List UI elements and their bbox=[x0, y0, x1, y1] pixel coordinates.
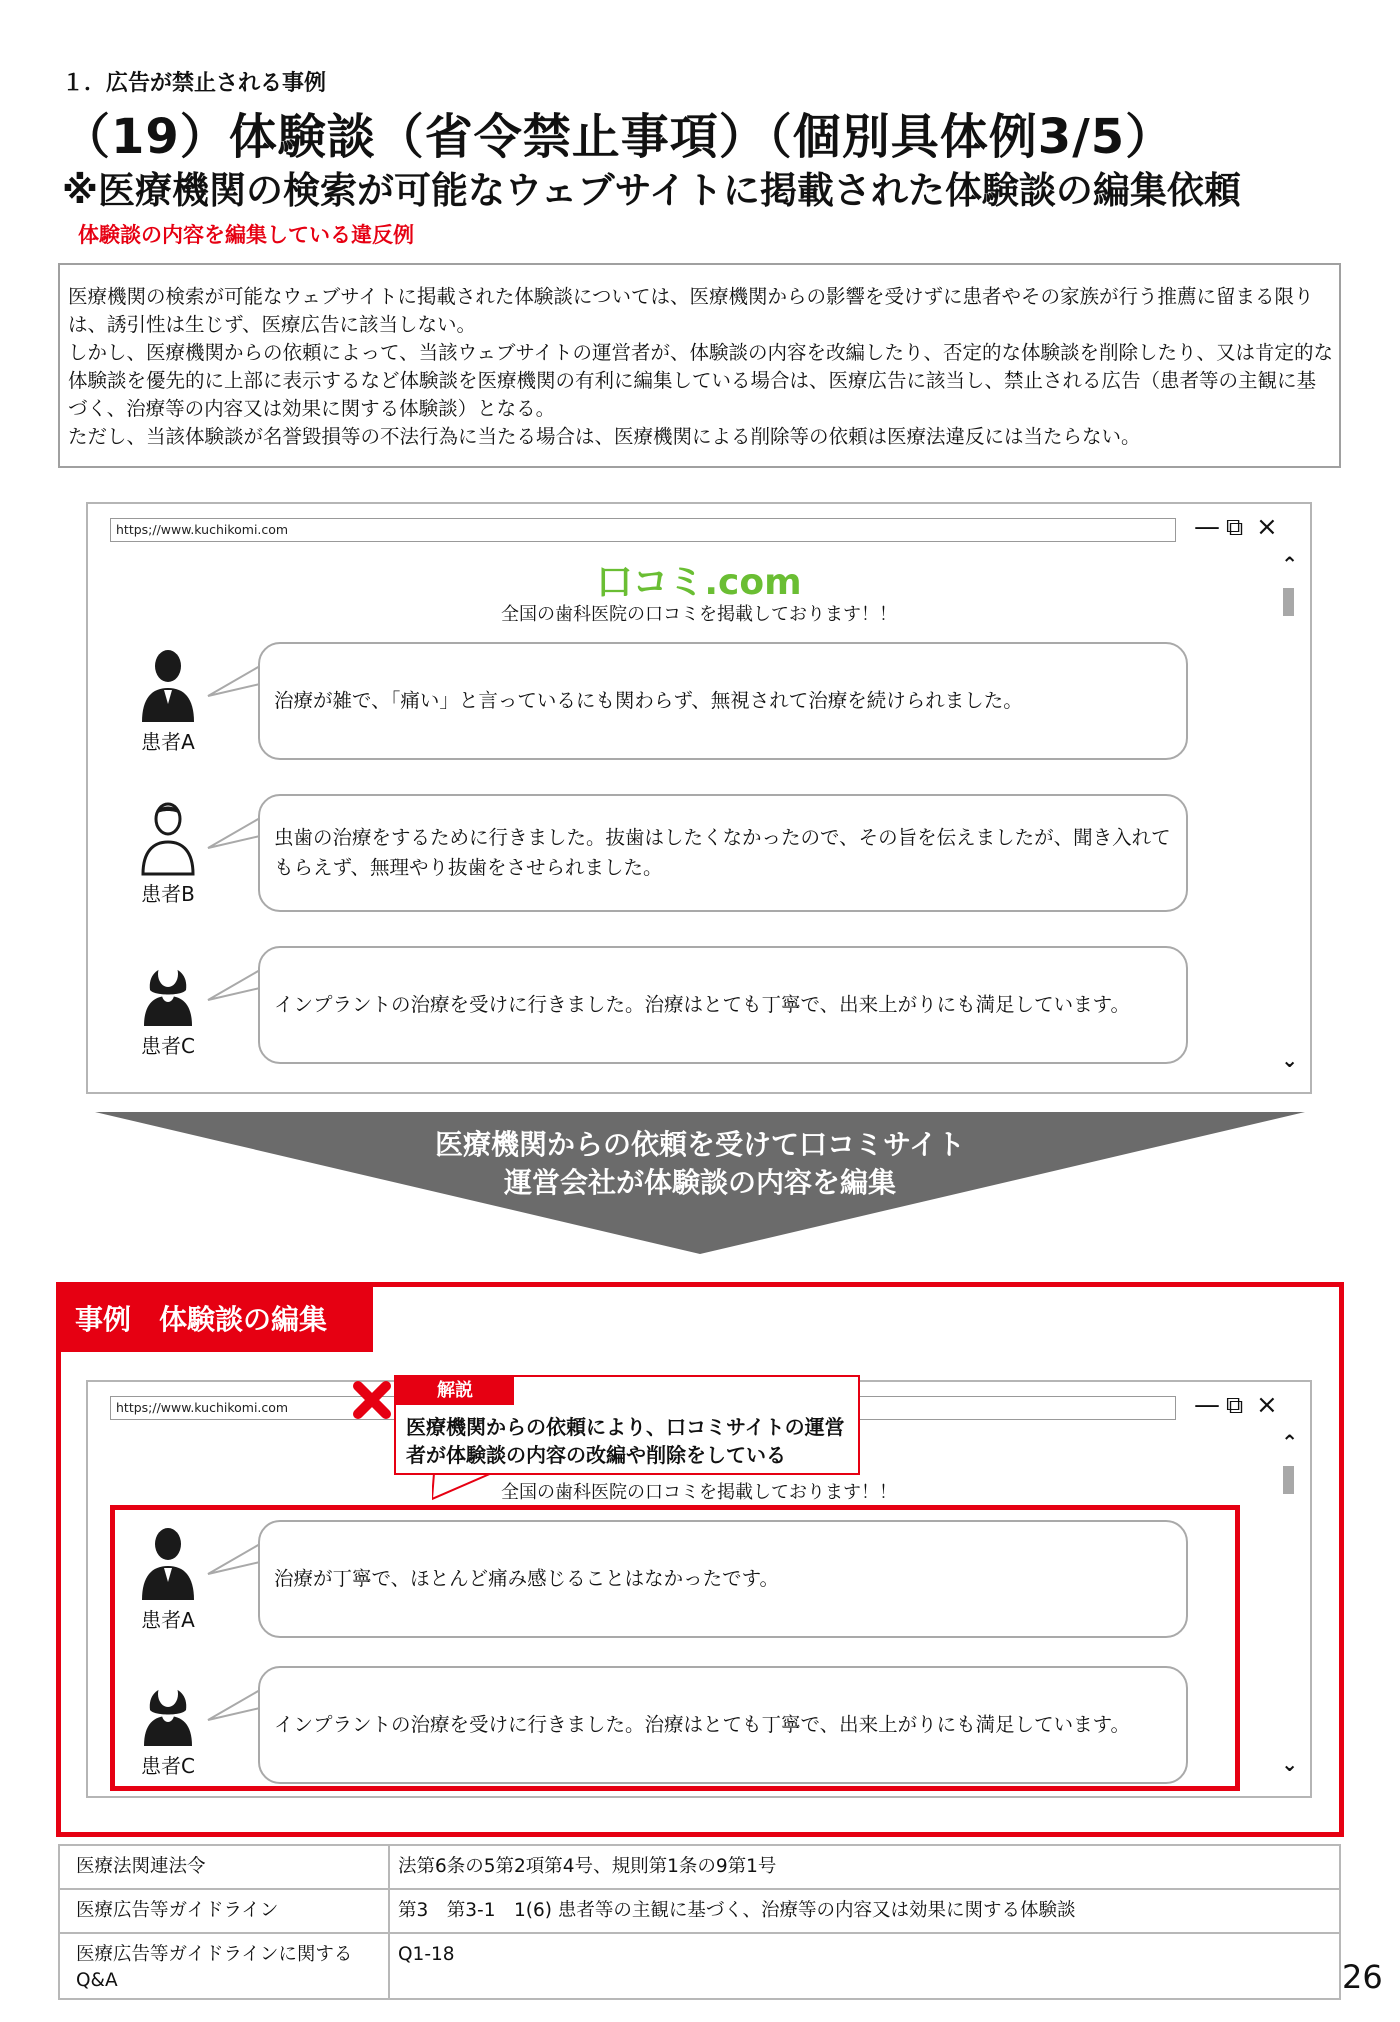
callout-text: 医療機関からの依頼により、口コミサイトの運営者が体験談の内容の改編や削除をしている bbox=[406, 1415, 845, 1467]
female-avatar-icon bbox=[138, 950, 198, 1028]
explanation-box bbox=[58, 263, 1341, 468]
scroll-up-icon[interactable]: ⌃ bbox=[1281, 1430, 1298, 1454]
table-header-cell: 医療法関連法令 bbox=[59, 1845, 389, 1889]
review-item bbox=[88, 946, 1310, 1066]
callout-pointer bbox=[432, 1473, 502, 1501]
minimize-icon[interactable]: — bbox=[1194, 1390, 1220, 1420]
patient-name: 患者B bbox=[141, 882, 195, 906]
scroll-up-icon[interactable]: ⌃ bbox=[1281, 552, 1298, 576]
explanation-paragraph: しかし、医療機関からの依頼によって、当該ウェブサイトの運営者が、体験談の内容を改編したり、否定的な体験談を削除したり、又は肯定的な体験談を優先的に上部に表示するなど体験談を医療機関の有利に編集している場合は、医療広告に該当し、禁止される広告（患者等の主観に基づく、治療等の内容又は効果に関する体験談）となる。 bbox=[68, 341, 1333, 420]
review-bubble: 治療が雑で、「痛い」と言っているにも関わらず、無視されて治療を続けられました。 bbox=[258, 642, 1188, 760]
site-logo: 口コミ.com bbox=[596, 562, 802, 603]
law-reference-table bbox=[58, 1844, 1341, 2000]
table-cell: 法第6条の5第2項第4号、規則第1条の9第1号 bbox=[389, 1845, 1340, 1889]
explanation-callout bbox=[394, 1375, 860, 1475]
minimize-icon[interactable]: — bbox=[1194, 512, 1220, 542]
patient-name: 患者A bbox=[141, 1608, 195, 1632]
arrow-text-line1: 医療機関からの依頼を受けて口コミサイト bbox=[434, 1128, 966, 1161]
restore-icon[interactable]: ⧉ bbox=[1226, 513, 1244, 541]
restore-icon[interactable]: ⧉ bbox=[1226, 1391, 1244, 1419]
page-number: 26 bbox=[1342, 1958, 1383, 1996]
edited-reviews-highlight bbox=[110, 1505, 1240, 1791]
url-bar[interactable]: https;//www.kuchikomi.com bbox=[110, 518, 1176, 542]
close-icon[interactable]: × bbox=[1256, 512, 1278, 542]
page-subtitle: ※医療機関の検索が可能なウェブサイトに掲載された体験談の編集依頼 bbox=[62, 169, 1241, 212]
review-item bbox=[88, 794, 1310, 914]
explanation-paragraph: 医療機関の検索が可能なウェブサイトに掲載された体験談については、医療機関からの影響を受けずに患者やその家族が行う推薦に留まる限りは、誘引性は生じず、医療広告に該当しない。 bbox=[68, 285, 1314, 336]
patient-name: 患者C bbox=[141, 1754, 195, 1778]
table-row bbox=[59, 1889, 1340, 1933]
x-mark-icon bbox=[350, 1378, 394, 1422]
review-bubble: 治療が丁寧で、ほとんど痛み感じることはなかったです。 bbox=[258, 1520, 1188, 1638]
scroll-down-icon[interactable]: ⌄ bbox=[1281, 1752, 1298, 1776]
review-bubble: 虫歯の治療をするために行きました。抜歯はしたくなかったので、その旨を伝えましたが、聞き入れてもらえず、無理やり抜歯をさせられました。 bbox=[258, 794, 1188, 912]
table-row bbox=[59, 1933, 1340, 1999]
violation-label: 体験談の内容を編集している違反例 bbox=[78, 223, 414, 247]
patient-name: 患者A bbox=[141, 730, 195, 754]
scroll-down-icon[interactable]: ⌄ bbox=[1281, 1048, 1298, 1072]
close-icon[interactable]: × bbox=[1256, 1390, 1278, 1420]
transition-arrow bbox=[95, 1112, 1305, 1254]
patient-name: 患者C bbox=[141, 1034, 195, 1058]
review-bubble: インプラントの治療を受けに行きました。治療はとても丁寧で、出来上がりにも満足しています。 bbox=[258, 1666, 1188, 1784]
male-outline-avatar-icon bbox=[138, 798, 198, 876]
table-cell: Q1-18 bbox=[389, 1933, 1340, 1999]
section-label: １．広告が禁止される事例 bbox=[62, 71, 327, 96]
male-avatar-icon bbox=[138, 646, 198, 724]
table-header-cell: 医療広告等ガイドライン bbox=[59, 1889, 389, 1933]
callout-label: 解説 bbox=[396, 1377, 514, 1405]
review-bubble: インプラントの治療を受けに行きました。治療はとても丁寧で、出来上がりにも満足しています。 bbox=[258, 946, 1188, 1064]
table-header-cell: 医療広告等ガイドラインに関する Q&A bbox=[59, 1933, 389, 1999]
table-row bbox=[59, 1845, 1340, 1889]
table-cell: 第3 第3-1 1(6) 患者等の主観に基づく、治療等の内容又は効果に関する体験談 bbox=[389, 1889, 1340, 1933]
site-tagline: 全国の歯科医院の口コミを掲載しております！！ bbox=[501, 1482, 897, 1503]
browser-window-before bbox=[86, 502, 1312, 1094]
arrow-text-line2: 運営会社が体験談の内容を編集 bbox=[503, 1166, 896, 1199]
case-example-tab: 事例 体験談の編集 bbox=[61, 1287, 373, 1352]
site-tagline: 全国の歯科医院の口コミを掲載しております！！ bbox=[501, 604, 897, 625]
explanation-paragraph: ただし、当該体験談が名誉毀損等の不法行為に当たる場合は、医療機関による削除等の依頼は医療法違反には当たらない。 bbox=[68, 425, 1141, 448]
url-bar[interactable]: https;//www.kuchikomi.com bbox=[110, 1396, 1176, 1420]
page-title: （19）体験談（省令禁止事項）（個別具体例3/5） bbox=[62, 109, 1175, 165]
review-item bbox=[88, 642, 1310, 762]
